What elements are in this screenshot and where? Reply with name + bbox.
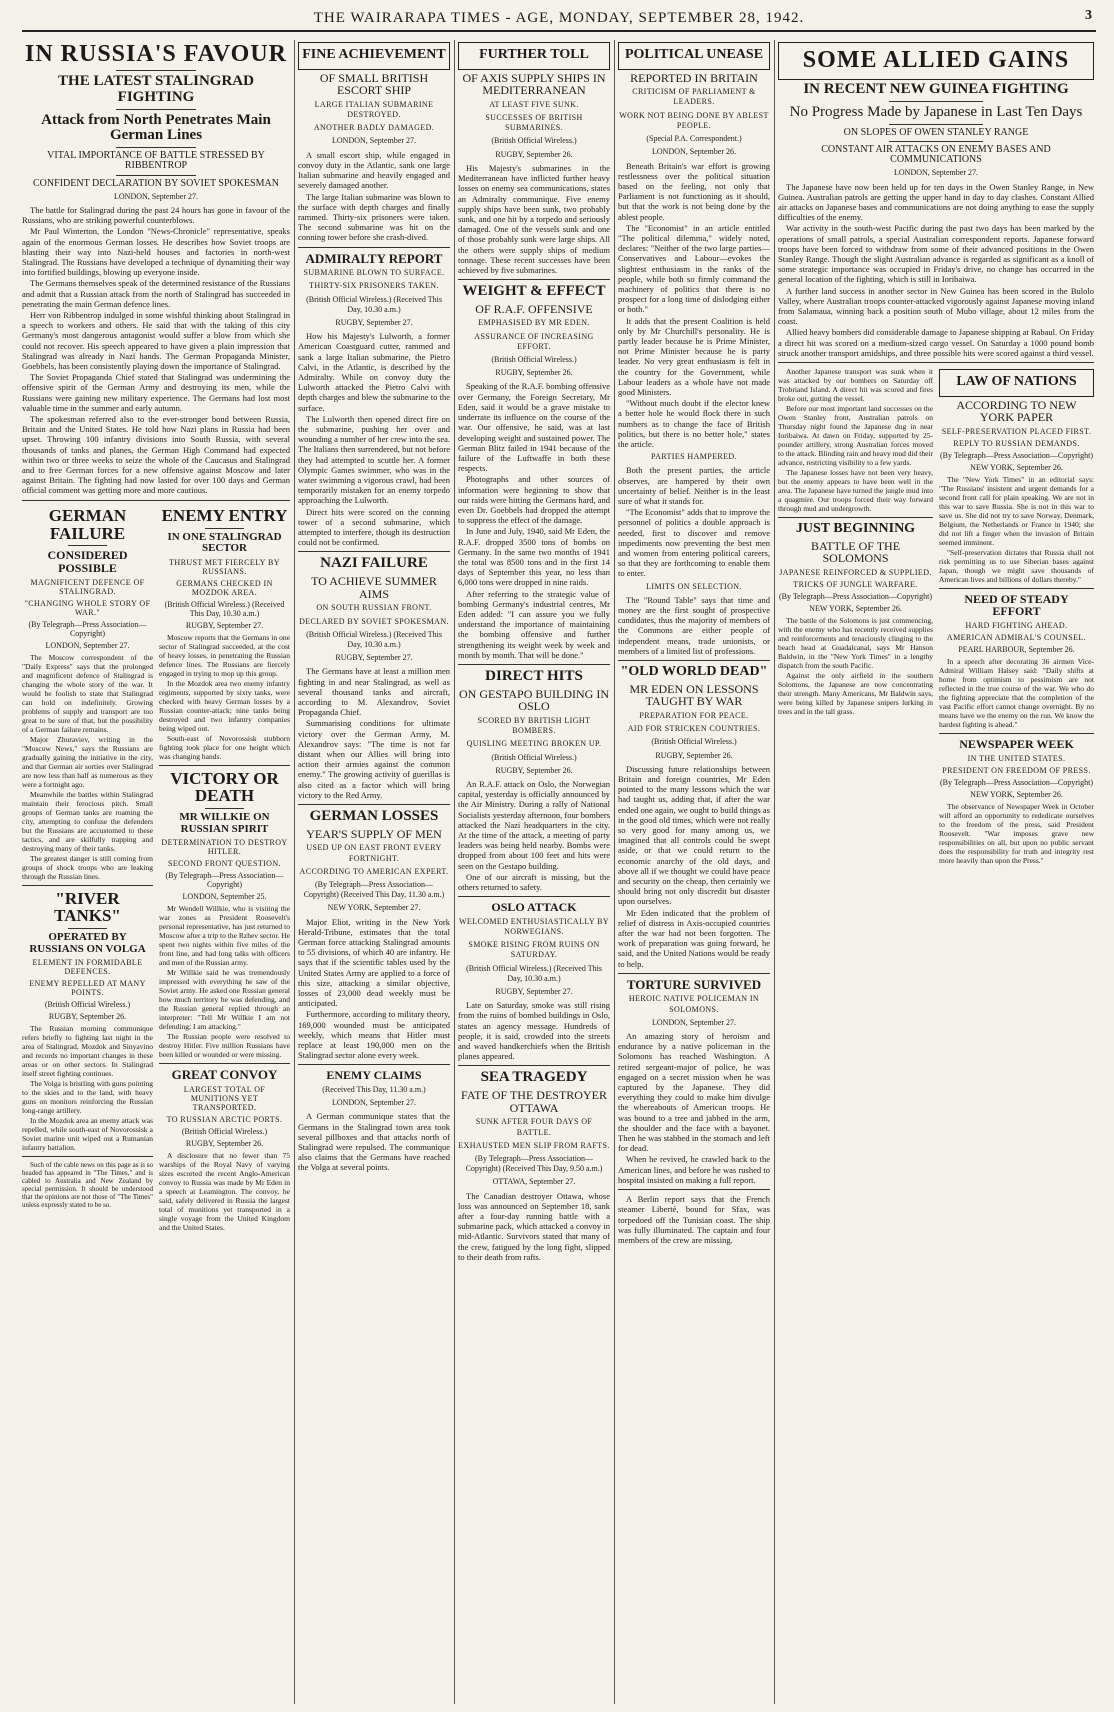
- masthead: [22, 8, 1096, 32]
- subhead: ASSURANCE OF INCREASING EFFORT.: [474, 331, 594, 351]
- headline: WEIGHT & EFFECT: [462, 283, 606, 300]
- subhead: AMERICAN ADMIRAL'S COUNSEL.: [946, 633, 1087, 643]
- subhead: SECOND FRONT QUESTION.: [168, 859, 281, 869]
- credit: (British Official Wireless.) (Received This Day, 10.30 a.m.): [306, 629, 442, 649]
- paragraph: Against the only airfield in the southern Solomons, the Japanese are now concentrating their strength. Many Americans, Mr Baldwin says, were being killed by Japanese snipers lurking in trees and in the tall grass.: [778, 670, 933, 716]
- headline: TO ACHIEVE SUMMER AIMS: [311, 574, 437, 601]
- paragraph: His Majesty's submarines in the Mediterranean have inflicted further heavy losses on enemy sea communications, states an Admiralty communique. Five enemy supply ships have been sunk, two probably sunk, and one hit by a torpedo and seriously damaged. One of the vessels sunk and one of those probably sunk were large ships. All the others were supply ships of medium tonnage. These recent successes have been achieved by five submarines.: [458, 162, 610, 275]
- headline: POLITICAL UNEASE: [624, 47, 764, 62]
- subhead: ENEMY REPELLED AT MANY POINTS.: [29, 979, 146, 998]
- headline: FURTHER TOLL: [479, 47, 589, 62]
- paragraph: The battle for Stalingrad during the past 24 hours has gone in favour of the Russians, who are striking powerful counterblows.: [22, 205, 290, 226]
- headline: TORTURE SURVIVED: [626, 976, 762, 992]
- paragraph: In the Mozdok area two enemy infantry regiments, supported by sixty tanks, were checked with heavy German losses by a Russian counter-attack; nine tanks being destroyed and two infantry companies being wiped out.: [159, 678, 290, 733]
- article-german-failure: [22, 505, 153, 1233]
- article-law-of-nations: [939, 367, 1094, 866]
- subhead: ANOTHER BADLY DAMAGED.: [313, 123, 435, 133]
- dateline: RUGBY, September 27.: [335, 653, 413, 663]
- dateline: RUGBY, September 26.: [48, 1012, 127, 1022]
- subhead: JAPANESE REINFORCED & SUPPLIED.: [779, 567, 932, 577]
- paragraph: Major Eliot, writing in the New York Herald-Tribune, estimates that the total German force attacking Stalingrad amounts to 55 divisions, of which 40 are infantry. He says that if the scientific tables used by the United States Army are applied to a force of this size, attacking a similar objective, losses of 23,000 dead weekly must be anticipated.: [298, 916, 450, 1009]
- article-enemy-entry: [159, 505, 290, 1233]
- dateline: RUGBY, September 26.: [495, 149, 573, 159]
- paragraph: "Self-preservation dictates that Russia shall not risk permitting us to use Siberian bases against Japan, though we might save thousands of American lives and billions of dollars thereby.": [939, 547, 1094, 584]
- subhead: WELCOMED ENTHUSIASTICALLY BY NORWEGIANS.: [458, 916, 610, 936]
- headline: LAW OF NATIONS: [956, 373, 1077, 389]
- dateline: NEW YORK, September 26.: [970, 462, 1063, 472]
- headline-box: [458, 42, 610, 70]
- column-4: [618, 40, 770, 1704]
- subhead: QUISLING MEETING BROKEN UP.: [466, 739, 602, 749]
- headline: SEA TRAGEDY: [480, 1069, 588, 1086]
- article-just-beginning: [778, 367, 933, 866]
- subhead: WORK NOT BEING DONE BY ABLEST PEOPLE.: [619, 110, 769, 130]
- headline: NEED OF STEADY EFFORT: [964, 591, 1069, 619]
- subhead: PREPARATION FOR PEACE.: [639, 710, 749, 720]
- headline-box: [778, 42, 1094, 80]
- headline: IN RECENT NEW GUINEA FIGHTING: [803, 81, 1069, 98]
- headline-box: [939, 369, 1094, 397]
- subhead: PRESIDENT ON FREEDOM OF PRESS.: [942, 765, 1091, 775]
- dateline: RUGBY, September 26.: [495, 368, 573, 378]
- subhead: "CHANGING WHOLE STORY OF WAR.": [24, 598, 151, 617]
- credit: (By Telegraph—Press Association—Copyright): [939, 777, 1094, 787]
- subhead: ON SLOPES OF OWEN STANLEY RANGE: [843, 126, 1029, 138]
- paragraph: The Japanese losses have not been very heavy, but the enemy appears to have been well in the area. The Japanese have turned the jungle mud into a quagmire. Our troops forced their way forward through mud and undergrowth.: [778, 467, 933, 513]
- credit: (British Official Wireless.): [491, 752, 577, 762]
- paragraph: The Germans themselves speak of the determined resistance of the Russians and admit that a Russian attack from the north of Stalingrad has succeeded in penetrating the main German defence lines.: [22, 278, 290, 309]
- paragraph: When he revived, he crawled back to the American lines, and before he was rushed to hospital insisted on making a full report.: [618, 1154, 770, 1185]
- paragraph: A Berlin report says that the French steamer Liberté, bound for Sfax, was torpedoed off the Tunisian coast. The ship was fully illuminated. The captain and four members of the crew are missing.: [618, 1194, 770, 1245]
- times-cable-note: Such of the cable news on this page as is so headed has appeared in "The Times," and is cabled to Australia and New Zealand by special permission. It should be understood that the opinions are not those of "The Times" unless expressly stated to be so.: [22, 1161, 153, 1210]
- column-1-lower: [22, 505, 290, 1233]
- subhead: AID FOR STRICKEN COUNTRIES.: [627, 724, 761, 734]
- paragraph: The Germans have at least a million men fighting in and near Stalingrad, as well as several thousand tanks and aircraft, according to M. Alexandrov, Soviet Propaganda Chief.: [298, 666, 450, 718]
- dateline: LONDON, September 27.: [45, 640, 130, 650]
- subhead: LARGEST TOTAL OF MUNITIONS YET TRANSPORTED.: [183, 1085, 266, 1113]
- paragraph: Herr von Ribbentrop indulged in some wishful thinking about Stalingrad in a speech to workers and others. He said that with the taking of this city Germany's most dangerous antagonist would suffer a blow from which she could not recover. His speech appeared to have given a plain impression that Stalingrad was already in Nazi hands. The German Propaganda Minister, Goebbels, has been consistently playing down the importance of Stalingrad.: [22, 310, 290, 372]
- paragraph: The Moscow correspondent of the "Daily Express" says that the prolonged and magnificent defence of Stalingrad is changing the whole story of the war. It would be foolish to state that Stalingrad can hold on indefinitely. Growing problems of supply and transport are too great to be sure of that, but the possibility of a German failure remains.: [22, 652, 153, 734]
- headline: OSLO ATTACK: [491, 900, 577, 915]
- paragraph: The battle of the Solomons is just commencing, with the enemy who has recently received supplies and reinforcements and tenaciously clinging to the beach head at Guadalcanal, says Mr Hanson Baldwin, in the "New York Times" in a lengthy dispatch from the south Pacific.: [778, 615, 933, 670]
- headline-attack-from-north: Attack from North Penetrates Main German Lines: [41, 111, 271, 144]
- subhead: IN THE UNITED STATES.: [967, 753, 1066, 763]
- headline: ACCORDING TO NEW YORK PAPER: [956, 397, 1077, 425]
- paragraph: An R.A.F. attack on Oslo, the Norwegian capital, yesterday is officially announced by the Air Ministry. During a rally of National Socialists yesterday afternoon, four bombers attacked the Nazi headquarters in the city. At the time of the attack, a meeting of party leaders was being held nearby. Bombs were dropped from about 100 feet and hits were seen on the Gestapo building.: [458, 778, 610, 871]
- dateline: LONDON, September 25.: [182, 892, 267, 902]
- headline: OF R.A.F. OFFENSIVE: [475, 301, 593, 316]
- headline: CONSIDERED POSSIBLE: [47, 548, 128, 575]
- paragraph: The Japanese have now been held up for ten days in the Owen Stanley Range, in New Guinea. Australian patrols are getting the upper hand in day to day clashes. Constant Allied air attacks on Japanese bases and communications are not doing anything to ease the supply difficulties of the enemy.: [778, 181, 1094, 223]
- subhead: MAGNIFICENT DEFENCE OF STALINGRAD.: [30, 577, 145, 596]
- subhead: GERMANS CHECKED IN MOZDOK AREA.: [176, 578, 273, 597]
- paragraph: Meanwhile the battles within Stalingrad maintain their ferocious pitch. Small groups of German tanks are roaming the city, attempting to confuse the defenders but the Russians are accustomed to these tactics, and are skilfully trapping and destroying many of their tanks.: [22, 789, 153, 853]
- paragraph: South-east of Novorossisk stubborn fighting took place for one height which was changing hands.: [159, 733, 290, 761]
- subhead: DECLARED BY SOVIET SPOKESMAN.: [299, 616, 449, 626]
- dateline: NEW YORK, September 27.: [327, 903, 421, 913]
- headline: ON GESTAPO BUILDING IN OSLO: [458, 686, 610, 714]
- column-5-lower: [778, 367, 1094, 866]
- dateline: NEW YORK, September 26.: [970, 789, 1063, 799]
- headline-box: [298, 42, 450, 70]
- paragraph: The Lulworth then opened direct fire on the submarine, pushing her over and wounding a number of her crew into the sea. The Italians then surrendered, but not before they had attempted to scuttle her. A former Olympic Games swimmer, who was in the water swimming a vigorous crawl, had been temporarily mistaken for an enemy torpedo approaching the Lulworth.: [298, 413, 450, 506]
- headline-box: [618, 42, 770, 70]
- subhead: HEROIC NATIVE POLICEMAN IN SOLOMONS.: [628, 994, 760, 1014]
- paragraph: "The Economist" adds that to improve the personnel of politics a double approach is needed, first to discover and remove impediments now preventing the best men and women from entering political careers, so that they are forthcoming to enable them to enter.: [618, 507, 770, 579]
- paragraph: Beneath Britain's war effort is growing restlessness over the political situation based on the feeling, not only that Parliament is not functioning as it should, but that the work is not being done by the ablest people.: [618, 160, 770, 222]
- paragraph: In June and July, 1940, said Mr Eden, the R.A.F. dropped 3500 tons of bombs on Germany. In the same two months of 1941 the total was 8500 tons and in the first 14 days of September this year, no less than 6,000 tons were dropped in nine raids.: [458, 526, 610, 588]
- paragraph: Moscow reports that the Germans in one sector of Stalingrad succeeded, at the cost of heavy losses, in penetrating the Russian defence lines. The Russians are fiercely engaged in trying to mop up this group.: [159, 632, 290, 678]
- headline: ENEMY CLAIMS: [326, 1068, 422, 1083]
- headline: GERMAN LOSSES: [309, 808, 439, 825]
- dateline: LONDON, September 27.: [894, 168, 978, 178]
- headline: GERMAN FAILURE: [48, 505, 127, 543]
- credit: (By Telegraph—Press Association—Copyright): [939, 450, 1094, 460]
- paragraph: A German communique states that the Germans in the Stalingrad town area took several pillboxes and that attacks north of Stalingrad were repulsed. The communique also claims that the Germans have reached the Volga at several points.: [298, 1111, 450, 1173]
- article-body: [22, 205, 290, 496]
- paragraph: One of our aircraft is missing, but the others returned to safety.: [458, 871, 610, 892]
- headline: YEAR'S SUPPLY OF MEN: [306, 826, 442, 841]
- paragraph: Summarising conditions for ultimate victory over the German Army, M. Alexandrov says: "The time is not far distant when our Allies will bring into action their armies against the common enemy." The growing activity of guerillas is also cited as a factor which will bring victory to the Red Army.: [298, 718, 450, 800]
- credit: (By Telegraph—Press Association—Copyright): [28, 619, 147, 638]
- headline: FATE OF THE DESTROYER OTTAWA: [461, 1088, 607, 1115]
- subhead: SUNK AFTER FOUR DAYS OF BATTLE.: [475, 1117, 593, 1137]
- headline: ENEMY ENTRY: [161, 505, 288, 525]
- paragraph: Allied heavy bombers did considerable damage to Japanese shipping at Rabaul. On Friday a direct hit was scored on a medium-sized cargo vessel. On Saturday a 1000 pound bomb struck another transport amidships, and three possible hits were scored against a third vessel.: [778, 327, 1094, 358]
- headline-latest-stalingrad: THE LATEST STALINGRAD FIGHTING: [58, 73, 254, 105]
- dateline: PEARL HARBOUR, September 26.: [958, 645, 1075, 655]
- subhead: ELEMENT IN FORMIDABLE DEFENCES.: [32, 958, 143, 977]
- paragraph: War activity in the south-west Pacific during the past two days has been marked by the operations of small patrols, a special Australian correspondent reports. Japanese forward troops have been forced to withdraw from some of their advanced positions in the Owen Stanley Range. Though the slight Australian advance is regarded as significant as a knoll of some strategic importance was occupied in Friday's drive, no change has occurred in the general location of the fighting, which is still in Ioribaiwa.: [778, 223, 1094, 285]
- paragraph: A small escort ship, while engaged in convoy duty in the Atlantic, sank one large Italian submarine and heavily engaged and severely damaged another.: [298, 149, 450, 191]
- subhead: SCORED BY BRITISH LIGHT BOMBERS.: [477, 715, 591, 736]
- dateline: LONDON, September 27.: [114, 191, 198, 201]
- paragraph: Before our most important land successes on the Owen Stanley front, Australian patrols on Thursday night found the Japanese dug in near Ioribaiwa. At dawn on Friday, supported by 25-pounder artillery, strong Australian forces moved to the attack. Blinding rain and heavy mud did their advance, restricting visibility to a few yards.: [778, 403, 933, 467]
- paragraph: The Volga is bristling with guns pointing to the skies and to the land, with heavy guns on monitors reinforcing the Russian long-range artillery.: [22, 1079, 153, 1116]
- paragraph: The greatest danger is still coming from groups of shock troops who are leaking through the Russian lines.: [22, 853, 153, 881]
- credit: (British Official Wireless.) (Received This Day, 10.30 a.m.): [466, 963, 602, 983]
- paragraph: A disclosure that no fewer than 75 warships of the Royal Navy of varying sizes escorted the recent Anglo-American convoy to Russia was made by Mr Eden in a speech at Leamington. The convoy, he said, safely delivered in Russia the largest total of munitions yet transported in a single voyage from the United Kingdom and the United States.: [159, 1151, 290, 1233]
- headline: "RIVER TANKS": [54, 888, 121, 926]
- subhead: SUBMARINE BLOWN TO SURFACE.: [303, 268, 445, 278]
- paragraph: Mr Eden indicated that the problem of relief of distress in Axis-occupied countries after the war had not been forgotten. The work of preparation was going forward, he said, and the United Nations would be ready to help.: [618, 907, 770, 969]
- page-number: 3: [1085, 8, 1092, 23]
- subhead: DETERMINATION TO DESTROY HITLER.: [161, 838, 288, 857]
- dateline: RUGBY, September 26.: [185, 1139, 264, 1149]
- headline: NEWSPAPER WEEK: [959, 737, 1074, 752]
- subhead: ON SOUTH RUSSIAN FRONT.: [316, 603, 432, 613]
- dateline: LONDON, September 27.: [332, 136, 416, 146]
- dateline: RUGBY, September 26.: [495, 765, 573, 775]
- credit: (British Official Wireless.): [491, 136, 577, 146]
- paragraph: After referring to the strategic value of bombing Germany's industrial centres, Mr Eden added: "I can assure you we fully understand the importance of maintaining the bombing offensive and further strengthening its weight week by week and month by month. That will be done.": [458, 588, 610, 660]
- headline-in-russias-favour: IN RUSSIA'S FAVOUR: [24, 41, 288, 67]
- subhead: THIRTY-SIX PRISONERS TAKEN.: [309, 281, 439, 291]
- subhead: ACCORDING TO AMERICAN EXPERT.: [299, 866, 449, 876]
- dateline: RUGBY, September 27.: [495, 986, 573, 996]
- paragraph: Mr Wendell Willkie, who is visiting the war zones as President Roosevelt's personal representative, has just returned to Moscow after a trip to the Rzhev sector. He spent two nights within five miles of the front line, and had long talks with officers and men of the Russian army.: [159, 904, 290, 968]
- credit: (British Official Wireless.) (Received This Day, 10.30 a.m.): [306, 294, 442, 314]
- paragraph: Another Japanese transport was sunk when it was attacked by our bombers on Saturday off Trobriand Island. A direct hit was scored and fires broke out, gutting the vessel.: [778, 366, 933, 403]
- paragraph: The "Economist" in an article entitled "The political dilemma," widely noted, declares: "Neither of the two large parties—Conservatives and Labour—evokes the slightest enthusiasm in the ranks of the people, while both so firmly command the machinery of politics that there is no prospect for a long time of dislodging either or both.": [618, 222, 770, 315]
- paragraph: Discussing future relationships between Britain and foreign countries, Mr Eden pointed to the many lessons which the war had taught us, adding that, if after the war ended one again, we ought to build things as in the good old times, which were not really so very good for many among us, we imagined that all controls could be swept aside, or that we could return to the economic anarchy of the old days, and above all if we thought we could have peace and security on the cheap, then certainly we should bring not only discredit but disaster upon ourselves.: [618, 763, 770, 907]
- paragraph: An amazing story of heroism and endurance by a native policeman in the Solomons has reached Washington. A retired sergeant-major of police, he was engaged on a secret mission when he was captured by the Japanese. They did everything they could to make him divulge the whereabouts of American troops. He was bound to a tree and jabbed in the arm, the shoulder and the face with a bayonet. Then he was stabbed in the stomach and left for dead.: [618, 1031, 770, 1154]
- paragraph: Major Zhuraviev, writing in the "Moscow News," says the Russians are gradually gaining the initiative in the city, and that German air sorties over Stalingrad are now less than half as numerous as they were a fortnight ago.: [22, 734, 153, 789]
- credit: (By Telegraph—Press Association—Copyright) (Received This Day, 9.50 a.m.): [465, 1153, 603, 1174]
- column-1: [22, 40, 290, 1704]
- subhead: AT LEAST FIVE SUNK.: [489, 99, 579, 109]
- paragraph: The "New York Times" in an editorial says: "The Russians' insistent and urgent demands for a second front call for plain speaking. We are not in this war to save Russia. She is not in this war to save us. She did not try to save Norway, Denmark, Belgium, the Netherlands or France in 1940; she did not lift a finger when the invasion of Britain seemed imminent.: [939, 474, 1094, 547]
- headline: MR EDEN ON LESSONS TAUGHT BY WAR: [629, 681, 759, 709]
- subhead: REPLY TO RUSSIAN DEMANDS.: [953, 438, 1080, 448]
- subhead: USED UP ON EAST FRONT EVERY FORTNIGHT.: [306, 843, 442, 863]
- paragraph: It adds that the present Coalition is held only by Mr Churchill's personality. He is partly leader because he is Prime Minister, not Prime Minister because he is party leader. No very great enthusiasm is felt in the country for the Government, while Labour leaders as a whole have not made good Ministers.: [618, 315, 770, 397]
- headline: No Progress Made by Japanese in Last Ten Days: [789, 103, 1083, 120]
- credit: (By Telegraph—Press Association—Copyright): [778, 591, 933, 601]
- subhead: PARTIES HAMPERED.: [650, 452, 738, 462]
- subhead: SUCCESSES OF BRITISH SUBMARINES.: [485, 113, 583, 133]
- paragraph: The "Round Table" says that time and money are the first sought of prospective candidates, thus the majority of members of the Commons are either people of independent means, trade unionists, or members of a limited list of professions.: [618, 594, 770, 656]
- dateline: RUGBY, September 27.: [185, 620, 264, 630]
- paragraph: Mr Paul Winterton, the London "News-Chronicle" representative, speaks again of the enormous German losses. He describes how Soviet troops are blasting their way into Nazi-held houses and factories in north-west Stalingrad. The Russians have developed a technique of dynamiting their way into fortified buildings, blowing up everyone inside.: [22, 226, 290, 278]
- column-2: [298, 40, 450, 1704]
- dateline: LONDON, September 27.: [332, 1098, 416, 1108]
- headline: OF AXIS SUPPLY SHIPS IN MEDITERRANEAN: [462, 70, 606, 98]
- dateline: RUGBY, September 27.: [335, 317, 413, 327]
- headline: REPORTED IN BRITAIN: [630, 70, 758, 85]
- subhead: THRUST MET FIERCELY BY RUSSIANS.: [169, 557, 280, 576]
- column-5: [778, 40, 1094, 1704]
- headline: IN ONE STALINGRAD SECTOR: [167, 530, 282, 555]
- headline: "OLD WORLD DEAD": [620, 664, 768, 680]
- headline: OPERATED BY RUSSIANS ON VOLGA: [29, 931, 146, 955]
- paragraph: Direct hits were scored on the conning tower of a second submarine, which attempted to interfere, though its destruction could not be confirmed.: [298, 506, 450, 548]
- subhead: EMPHASISED BY MR EDEN.: [478, 318, 590, 328]
- paragraph: How his Majesty's Lulworth, a former American Coastguard cutter, rammed and sank a large Italian submarine, the Pietro Calvi, in the Atlantic, is described by the Admiralty. While on convoy duty the Lulworth attacked the Pietro Calvi with depth charges and blew the submarine to the surface.: [298, 331, 450, 413]
- headline: NAZI FAILURE: [320, 555, 428, 572]
- subhead: LARGE ITALIAN SUBMARINE DESTROYED.: [314, 99, 434, 120]
- subhead-confident-declaration: CONFIDENT DECLARATION BY SOVIET SPOKESMAN: [33, 177, 279, 189]
- headline: DIRECT HITS: [485, 667, 583, 684]
- paragraph: Speaking of the R.A.F. bombing offensive over Germany, the Foreign Secretary, Mr Eden, said it would be a grave mistake to underrate its influence on the course of the war. Our offensive, he said, was at last developing weight and sustained power. The German Blitz failed in 1941 because of the failure of the Luftwaffe in both these respects.: [458, 381, 610, 474]
- paragraph: "Without much doubt if the elector knew a better hole he would flock there in such numbers as to change the face of British politics, but there is no better hole," states the article.: [618, 398, 770, 449]
- credit: (By Telegraph—Press Association—Copyright): [165, 871, 284, 890]
- dateline: NEW YORK, September 26.: [809, 603, 902, 613]
- dateline: RUGBY, September 26.: [655, 750, 733, 760]
- paragraph: The Canadian destroyer Ottawa, whose loss was announced on September 18, sank after a four-day running battle with a submarine pack, which attacked a convoy in mid-Atlantic. Survivors stated that many of the crew, fatigued by the long fight, slipped to their death from rafts.: [458, 1190, 610, 1262]
- credit: (By Telegraph—Press Association—Copyright) (Received This Day, 11.30 a.m.): [303, 879, 445, 900]
- newspaper-title: THE WAIRARAPA TIMES - AGE, MONDAY, SEPTEMBER 28, 1942.: [313, 10, 805, 26]
- headline-some-allied-gains: SOME ALLIED GAINS: [802, 47, 1070, 73]
- headline: FINE ACHIEVEMENT: [302, 47, 446, 62]
- headline: GREAT CONVOY: [171, 1067, 278, 1083]
- paragraph: The large Italian submarine was blown to the surface with depth charges and finally rammed. Thirty-six prisoners were taken. The second submarine was hit on the conning tower before she crash-dived.: [298, 191, 450, 243]
- credit: (Special P.A. Correspondent.): [646, 134, 742, 144]
- paragraph: The observance of Newspaper Week in October will afford an opportunity to rededicate ourselves to the freedom of the press, said President Roosevelt. "War imposes grave new responsibilities on all, but upon no public servant does the responsibility for truth and integrity rest more heavily than upon the Press.": [939, 801, 1094, 865]
- headline: OF SMALL BRITISH ESCORT SHIP: [319, 70, 429, 98]
- dateline: LONDON, September 26.: [652, 147, 736, 157]
- subhead: SMOKE RISING FROM RUINS ON SATURDAY.: [468, 940, 600, 960]
- credit: (British Official Wireless.) (Received This Day, 10.30 a.m.): [164, 599, 285, 618]
- dateline: LONDON, September 27.: [652, 1017, 736, 1027]
- subhead: HARD FIGHTING AHEAD.: [965, 621, 1068, 631]
- paragraph: Both the present parties, the article observes, are hampered by their own uncertainty of belief. Neither is in the least sure of what it stands for.: [618, 465, 770, 506]
- paragraph: Late on Saturday, smoke was still rising from the ruins of bombed buildings in Oslo, states an agency message. Hundreds of people, it is said, crowded into the streets and waved handkerchiefs when the British planes appeared.: [458, 1000, 610, 1062]
- dateline: OTTAWA, September 27.: [492, 1177, 576, 1187]
- headline: JUST BEGINNING: [795, 520, 916, 536]
- paragraph: The spokesman referred also to the ever-stronger bond between Russia, Britain and the United States. He told how Nazi plans in Russia had been upset. Throwing 100 infantry divisions into South Russia, with several thousands of tanks and planes, the German High Command had expected within two or three weeks to seize the whole of the Caucasus and Stalingrad and to free German forces for a new offensive against Moscow and later against Britain. The fighting had now lasted for over 100 days and German official comment was getting more and more cautious.: [22, 414, 290, 496]
- column-3: [458, 40, 610, 1704]
- paragraph: Photographs and other sources of information were beginning to show that our raids were hitting the Germans hard, and even Dr. Goebbels had dropped the attempt to suppress the effect of the damage.: [458, 474, 610, 526]
- subhead: CONSTANT AIR ATTACKS ON ENEMY BASES AND COMMUNICATIONS: [821, 143, 1051, 166]
- credit: (British Official Wireless.): [651, 737, 737, 747]
- headline: BATTLE OF THE SOLOMONS: [810, 538, 901, 566]
- credit: (British Official Wireless.): [44, 1000, 131, 1010]
- subhead: TO RUSSIAN ARCTIC PORTS.: [166, 1115, 283, 1125]
- paragraph: The Soviet Propaganda Chief stated that Stalingrad was undermining the offensive spirit of the German Army and destroying its men, while the Russians were gaining new military experience. The Germans had lost most valuable time in the summer and early autumn.: [22, 372, 290, 413]
- credit: (British Official Wireless.): [491, 355, 577, 365]
- subhead-vital-importance: VITAL IMPORTANCE OF BATTLE STRESSED BY RIBBENTROP: [47, 150, 265, 172]
- subhead: TRICKS OF JUNGLE WARFARE.: [793, 579, 918, 589]
- paragraph: The Russian morning communique refers briefly to fighting last night in the area of Stalingrad, Mozdok and Sinyavino and records no important changes in these areas or on other sectors. In Stalingrad itself street fighting continues.: [22, 1024, 153, 1079]
- paragraph: In the Mozdok area an enemy attack was repelled, while south-east of Novorossisk a Soviet marine unit wiped out a Rumanian infantry battalion.: [22, 1116, 153, 1153]
- subhead: EXHAUSTED MEN SLIP FROM RAFTS.: [458, 1140, 610, 1150]
- paragraph: A further land success in another sector in New Guinea has been scored in the Bulolo Valley, where Australian troops counter-attacked vigorously against Japanese moving inland from Salamaua, winning back a position south of Mubo village, about 12 miles from the coast.: [778, 285, 1094, 327]
- headline: MR WILLKIE ON RUSSIAN SPIRIT: [179, 811, 270, 835]
- subhead: SELF-PRESERVATION PLACED FIRST.: [941, 426, 1092, 436]
- paragraph: In a speech after decorating 36 airmen Vice-Admiral William Halsey said: "Daily shifts at home from optimism to pessimism are not reflected in the true course of the war. We who do the fighting appreciate that the completion of the vast Pacific effort cannot change overnight. By no means have we the enemy on the run. We know the hardest fighting is ahead.": [939, 657, 1094, 730]
- subhead: LIMITS ON SELECTION.: [646, 581, 742, 591]
- paragraph: Mr Willkie said he was tremendously impressed with everything he saw of the Soviet army. He asked one Russian general how much territory he was defending, and the Russian general replied through an interpreter: "Tell Mr Willkie I am not defending; I am attacking.": [159, 968, 290, 1032]
- paragraph: Furthermore, according to military theory, 169,000 wounded must be anticipated weekly, which means that Hitler must replace at least 190,000 men on the Stalingrad sector alone every week.: [298, 1009, 450, 1061]
- headline: ADMIRALTY REPORT: [305, 250, 443, 266]
- headline: VICTORY OR DEATH: [170, 768, 279, 806]
- credit: (Received This Day, 11.30 a.m.): [322, 1085, 426, 1095]
- paragraph: The Russian people were resolved to destroy Hitler. Five million Russians have been killed or wounded or were missing.: [159, 1032, 290, 1060]
- credit: (British Official Wireless.): [181, 1127, 268, 1137]
- subhead: CRITICISM OF PARLIAMENT & LEADERS.: [632, 87, 756, 107]
